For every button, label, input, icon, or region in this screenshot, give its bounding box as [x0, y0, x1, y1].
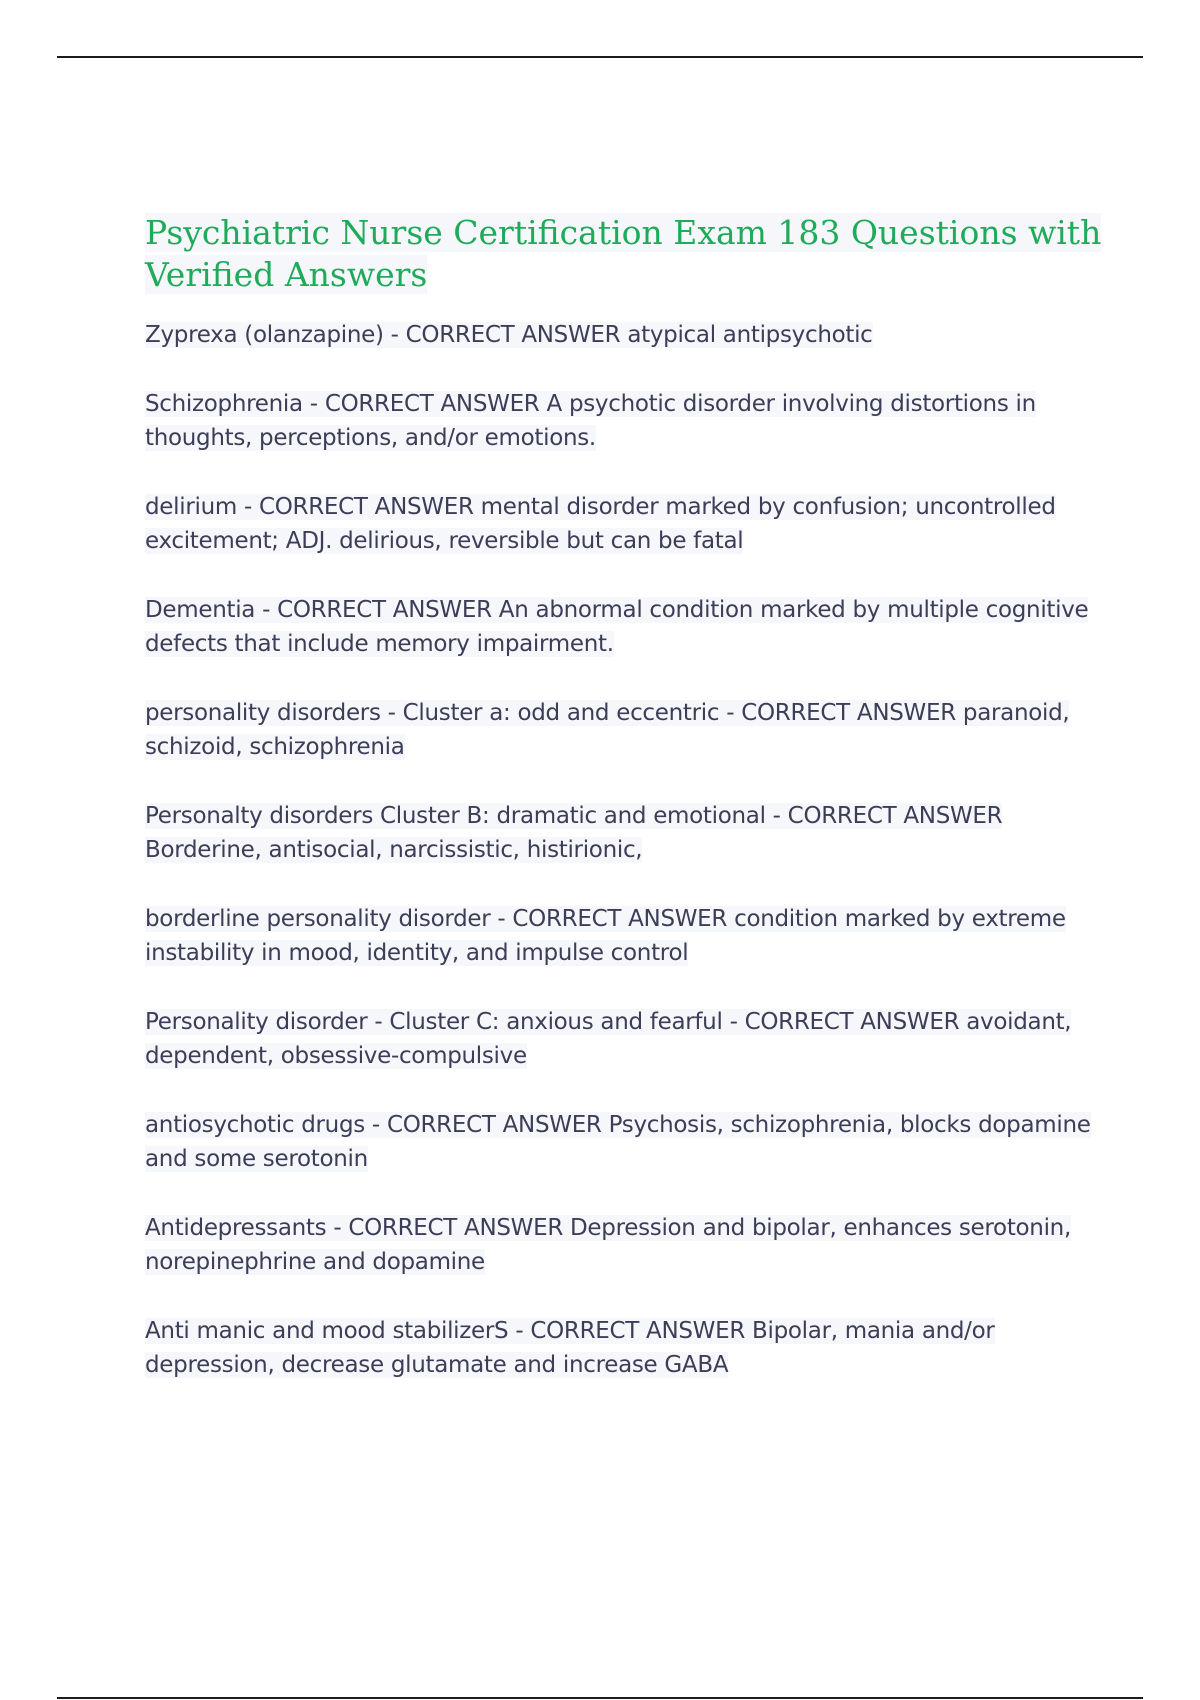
qa-entry-text: Anti manic and mood stabilizerS - CORRECT ANSWER Bipolar, mania and/or depression, decrease glutamate and increase GABA — [145, 1317, 995, 1378]
qa-entry-antidepressants — [145, 1211, 1105, 1280]
qa-entry-cluster-b — [145, 799, 1105, 868]
qa-entry-text: delirium - CORRECT ANSWER mental disorder marked by confusion; uncontrolled excitement; ADJ. delirious, reversible but can be fatal — [145, 493, 1056, 554]
qa-entry-borderline — [145, 902, 1105, 971]
qa-entry-text: Antidepressants - CORRECT ANSWER Depression and bipolar, enhances serotonin, norepinephrine and dopamine — [145, 1214, 1071, 1275]
document-body — [145, 212, 1105, 1417]
qa-entry-cluster-c — [145, 1005, 1105, 1074]
qa-entry-delirium — [145, 490, 1105, 559]
qa-entry-text: borderline personality disorder - CORRECT ANSWER condition marked by extreme instability in mood, identity, and impulse control — [145, 905, 1066, 966]
qa-entry-text: Personality disorder - Cluster C: anxious and fearful - CORRECT ANSWER avoidant, dependent, obsessive-compulsive — [145, 1008, 1072, 1069]
qa-entry-dementia — [145, 593, 1105, 662]
document-title — [145, 212, 1105, 296]
qa-entry-text: Personalty disorders Cluster B: dramatic and emotional - CORRECT ANSWER Borderine, antisocial, narcissistic, histirionic, — [145, 802, 1003, 863]
top-rule — [57, 56, 1143, 58]
qa-entry-zyprexa — [145, 318, 1105, 353]
qa-entry-schizophrenia — [145, 387, 1105, 456]
qa-entry-mood-stabilizers — [145, 1314, 1105, 1383]
qa-entry-text: Dementia - CORRECT ANSWER An abnormal condition marked by multiple cognitive defects that include memory impairment. — [145, 596, 1089, 657]
qa-entry-antipsychotic — [145, 1108, 1105, 1177]
qa-entry-text: personality disorders - Cluster a: odd and eccentric - CORRECT ANSWER paranoid, schizoid, schizophrenia — [145, 699, 1070, 760]
qa-entry-text: Schizophrenia - CORRECT ANSWER A psychotic disorder involving distortions in thoughts, perceptions, and/or emotions. — [145, 390, 1036, 451]
bottom-rule — [57, 1697, 1143, 1699]
qa-entry-cluster-a — [145, 696, 1105, 765]
qa-entry-text: antiosychotic drugs - CORRECT ANSWER Psychosis, schizophrenia, blocks dopamine and some serotonin — [145, 1111, 1091, 1172]
qa-entry-text: Zyprexa (olanzapine) - CORRECT ANSWER atypical antipsychotic — [145, 322, 873, 348]
document-title-text: Psychiatric Nurse Certification Exam 183 Questions with Verified Answers — [145, 213, 1102, 294]
